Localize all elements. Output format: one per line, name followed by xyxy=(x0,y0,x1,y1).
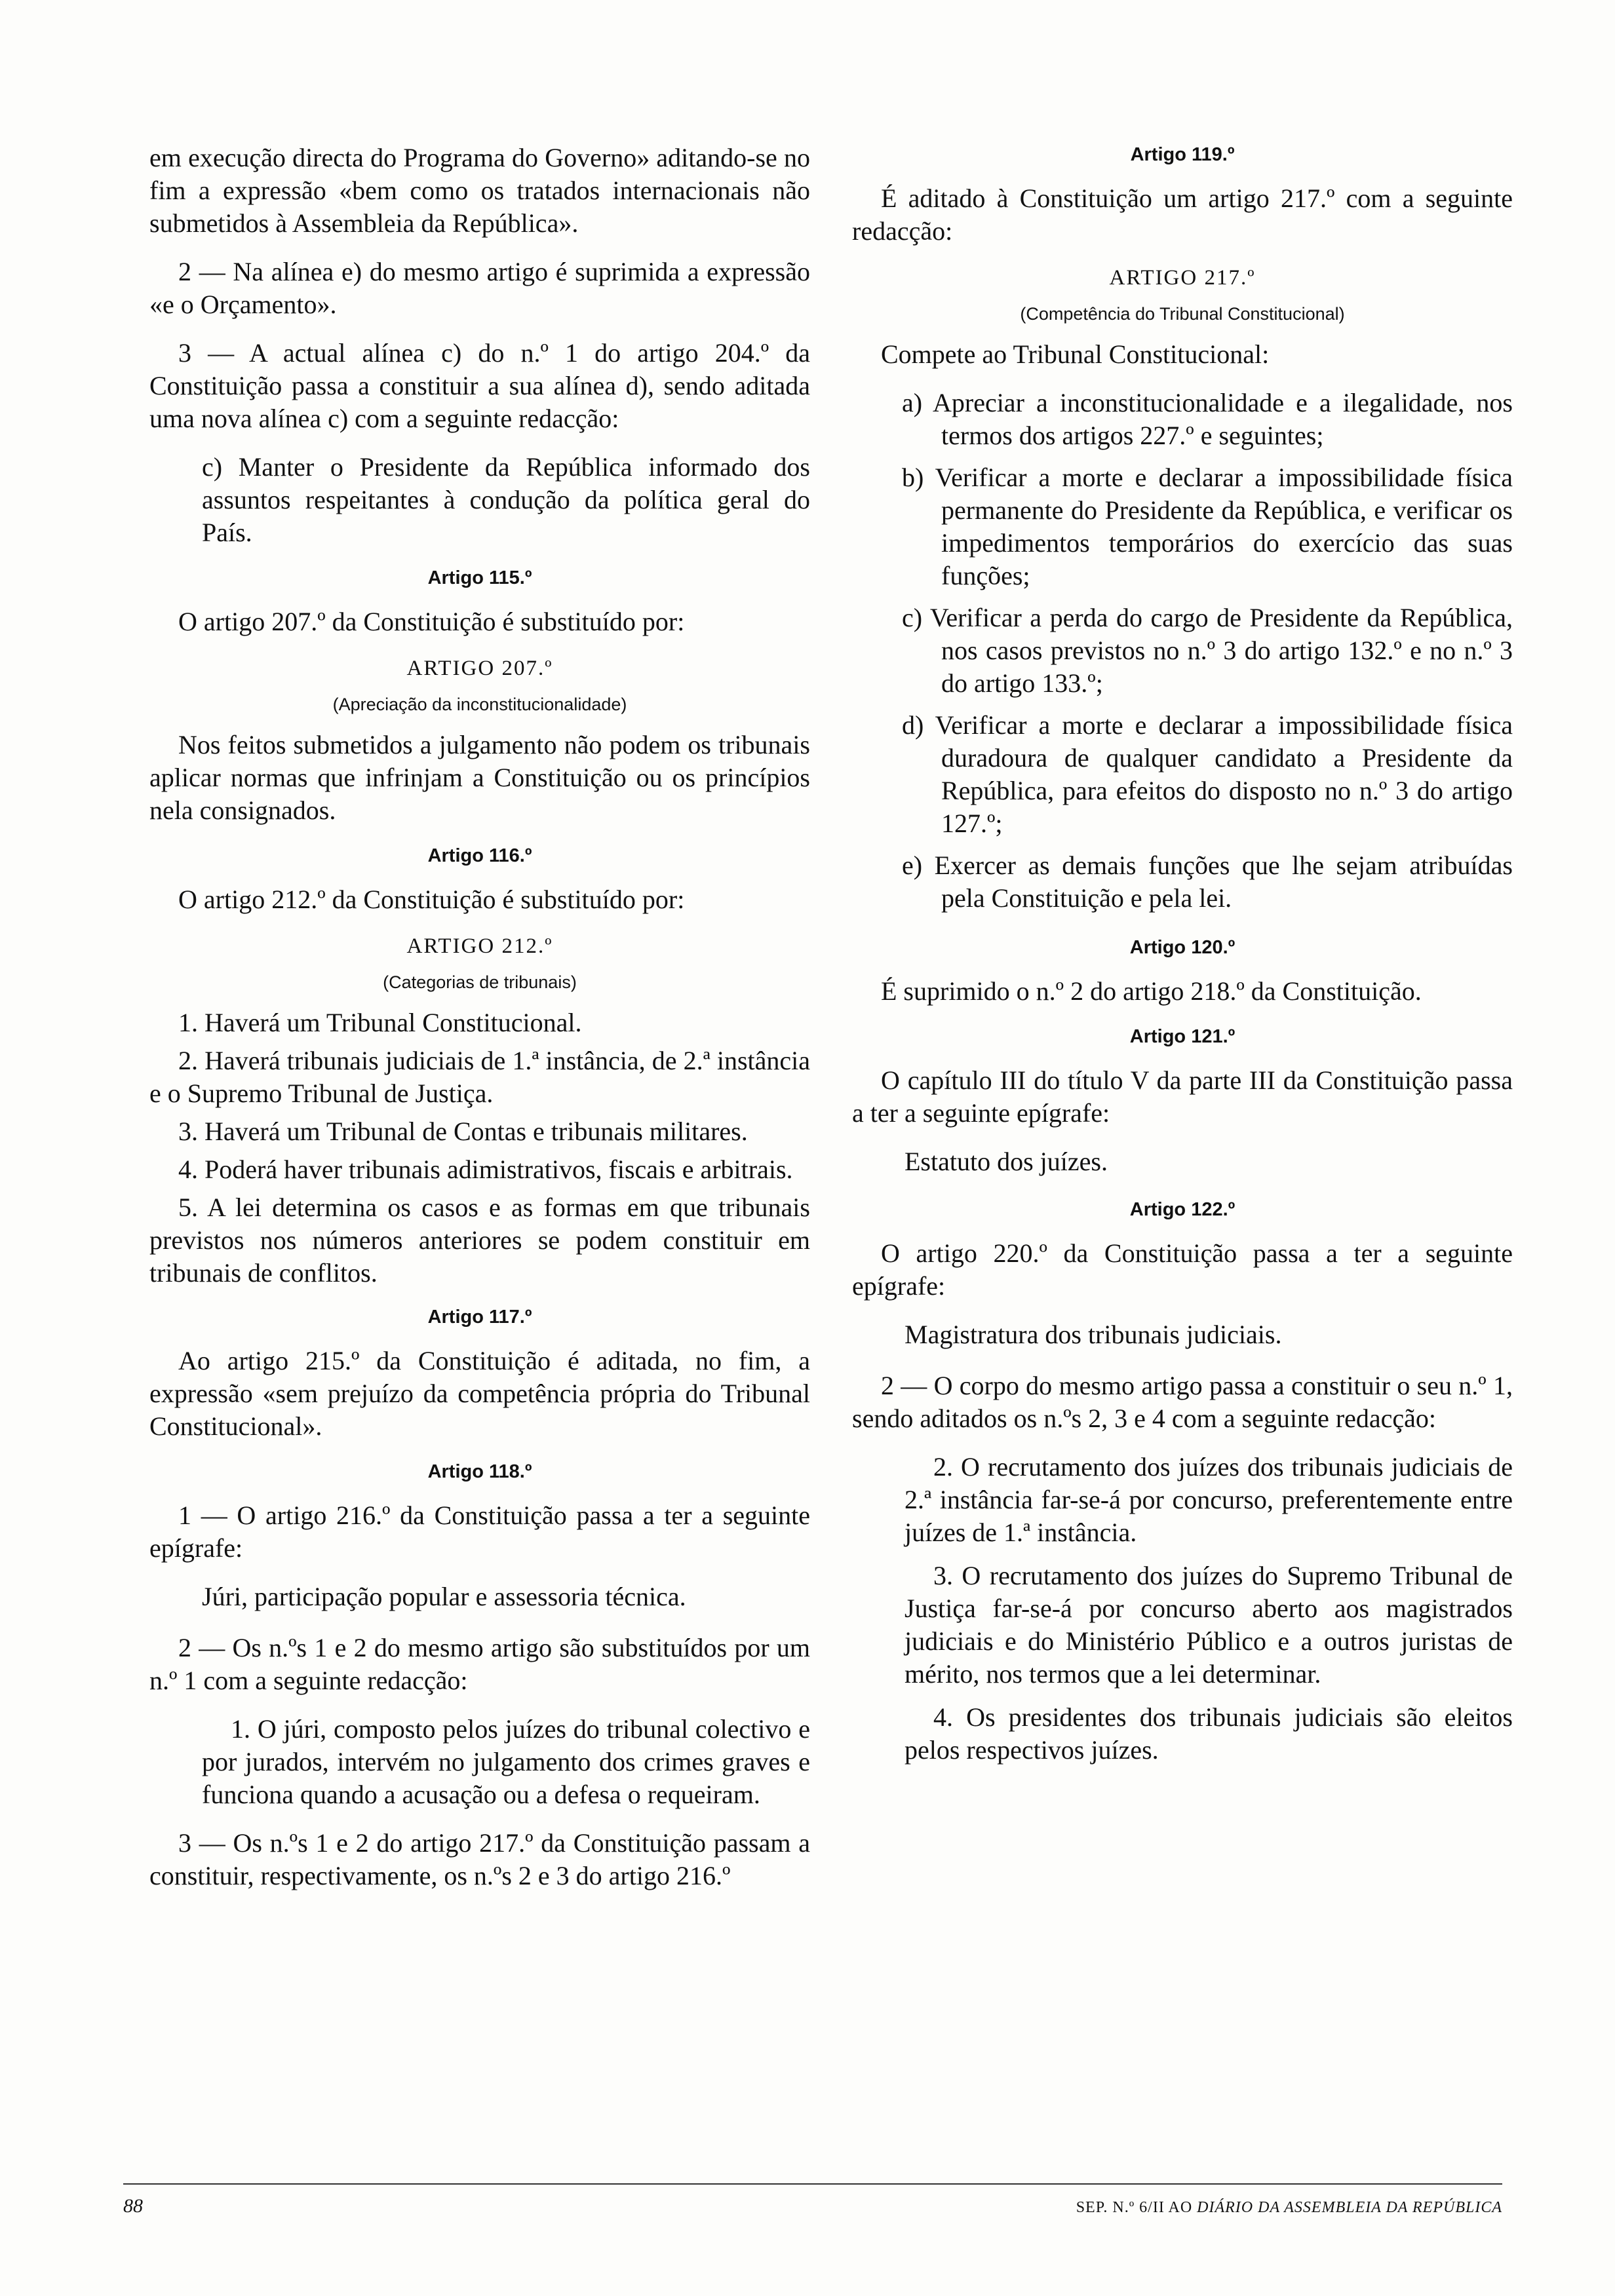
paragraph: O artigo 220.º da Constituição passa a ter a seguinte epígrafe: xyxy=(852,1238,1513,1301)
quoted-text: Júri, participação popular e assessoria técnica. xyxy=(202,1582,686,1611)
article-heading: Artigo 116.º xyxy=(427,845,532,866)
paragraph: Nos feitos submetidos a julgamento não podem os tribunais aplicar normas que infrinjam a Constituição ou os princípios nela consignados. xyxy=(149,730,810,825)
quoted-text: c) Manter o Presidente da República informado dos assuntos respeitantes à condução da política geral do País. xyxy=(202,452,810,547)
quote-block xyxy=(905,1451,1513,1767)
new-article-heading: ARTIGO 212.º xyxy=(406,934,553,958)
numbered-item: 2. Haverá tribunais judiciais de 1.ª instância, de 2.ª instância e o Supremo Tribunal de Justiça. xyxy=(149,1046,810,1108)
article-heading: Artigo 118.º xyxy=(427,1461,532,1482)
paragraph: O artigo 212.º da Constituição é substituído por: xyxy=(178,885,685,914)
numbered-item: 4. Poderá haver tribunais adimistrativos, fiscais e arbitrais. xyxy=(178,1155,793,1184)
new-article-subtitle: (Categorias de tribunais) xyxy=(383,972,577,992)
new-article-subtitle: (Competência do Tribunal Constitucional) xyxy=(1020,304,1345,324)
lettered-item: a) Apreciar a inconstitucionalidade e a ilegalidade, nos termos dos artigos 227.º e seguintes; xyxy=(902,388,1513,450)
publication-title: DIÁRIO DA ASSEMBLEIA DA REPÚBLICA xyxy=(1197,2199,1502,2216)
article-heading: Artigo 120.º xyxy=(1129,937,1236,958)
paragraph: Compete ao Tribunal Constitucional: xyxy=(881,339,1270,369)
paragraph: 2 — O corpo do mesmo artigo passa a constituir o seu n.º 1, sendo aditados os n.ºs 2, 3 e 4 com a seguinte redacção: xyxy=(852,1371,1513,1433)
paragraph: 3 — A actual alínea c) do n.º 1 do artigo 204.º da Constituição passa a constituir a sua alínea d), sendo aditada uma nova alínea c) com a seguinte redacção: xyxy=(149,338,810,433)
quoted-text: 4. Os presidentes dos tribunais judiciais são eleitos pelos respectivos juízes. xyxy=(905,1702,1513,1765)
article-heading: Artigo 122.º xyxy=(1129,1199,1236,1220)
paragraph: É aditado à Constituição um artigo 217.º com a seguinte redacção: xyxy=(852,183,1513,246)
quoted-text: Estatuto dos juízes. xyxy=(905,1147,1108,1176)
lettered-item: c) Verificar a perda do cargo de Presidente da República, nos casos previstos no n.º 3 do artigo 132.º e no n.º 3 do artigo 133.º; xyxy=(902,603,1513,698)
new-article-heading: ARTIGO 217.º xyxy=(1109,266,1256,290)
paragraph: 2 — Os n.ºs 1 e 2 do mesmo artigo são substituídos por um n.º 1 com a seguinte redacção: xyxy=(149,1633,810,1695)
quoted-text: 1. O júri, composto pelos juízes do tribunal colectivo e por jurados, intervém no julgamento dos crimes graves e funciona quando a acusação ou a defesa o requeiram. xyxy=(202,1714,810,1809)
page-number: 88 xyxy=(123,2195,143,2217)
paragraph: 2 — Na alínea e) do mesmo artigo é suprimida a expressão «e o Orçamento». xyxy=(149,257,810,319)
lettered-item: e) Exercer as demais funções que lhe sejam atribuídas pela Constituição e pela lei. xyxy=(902,851,1513,913)
paragraph: Ao artigo 215.º da Constituição é aditada, no fim, a expressão «sem prejuízo da competência própria do Tribunal Constitucional». xyxy=(149,1346,810,1441)
quoted-text: 3. O recrutamento dos juízes do Supremo Tribunal de Justiça far-se-á por concurso aberto aos magistrados judiciais e do Ministério Público e a outros juristas de mérito, nos termos que a lei determinar. xyxy=(905,1561,1513,1689)
paragraph: O artigo 207.º da Constituição é substituído por: xyxy=(178,607,685,636)
article-heading: Artigo 115.º xyxy=(427,567,532,588)
article-heading: Artigo 119.º xyxy=(1130,144,1235,165)
paragraph: O capítulo III do título V da parte III da Constituição passa a ter a seguinte epígrafe: xyxy=(852,1065,1513,1128)
article-heading: Artigo 121.º xyxy=(1129,1026,1236,1047)
numbered-item: 5. A lei determina os casos e as formas em que tribunais previstos nos números anteriores se podem constituir em tribunais de conflitos. xyxy=(149,1193,810,1288)
footer-prefix: SEP. N.º 6/II AO xyxy=(1076,2199,1193,2216)
left-column xyxy=(149,142,810,1908)
paragraph: 1 — O artigo 216.º da Constituição passa a ter a seguinte epígrafe: xyxy=(149,1501,810,1563)
new-article-heading: ARTIGO 207.º xyxy=(406,657,553,680)
paragraph: 3 — Os n.ºs 1 e 2 do artigo 217.º da Constituição passam a constituir, respectivamente, os n.ºs 2 e 3 do artigo 216.º xyxy=(149,1828,810,1890)
article-heading: Artigo 117.º xyxy=(427,1307,532,1328)
paragraph: É suprimido o n.º 2 do artigo 218.º da Constituição. xyxy=(881,976,1422,1006)
quote-block xyxy=(202,1713,810,1811)
new-article-subtitle: (Apreciação da inconstitucionalidade) xyxy=(332,695,627,714)
quoted-text: Magistratura dos tribunais judiciais. xyxy=(905,1320,1282,1349)
lettered-item: d) Verificar a morte e declarar a impossibilidade física duradoura de qualquer candidato a Presidente da República, para efeitos do disposto no n.º 3 do artigo 127.º; xyxy=(902,710,1513,838)
numbered-item: 3. Haverá um Tribunal de Contas e tribunais militares. xyxy=(178,1117,748,1146)
numbered-item: 1. Haverá um Tribunal Constitucional. xyxy=(178,1008,582,1037)
running-footer xyxy=(1076,2199,1502,2217)
paragraph: em execução directa do Programa do Governo» aditando-se no fim a expressão «bem como os tratados internacionais não submetidos à Assembleia da República». xyxy=(149,143,810,238)
quoted-text: 2. O recrutamento dos juízes dos tribunais judiciais de 2.ª instância far-se-á por concurso, preferentemente entre juízes de 1.ª instância. xyxy=(905,1452,1513,1547)
lettered-item: b) Verificar a morte e declarar a impossibilidade física permanente do Presidente da República, e verificar os impedimentos temporários do exercício das suas funções; xyxy=(902,463,1513,590)
right-column xyxy=(852,142,1513,1782)
footer-rule xyxy=(123,2183,1502,2185)
